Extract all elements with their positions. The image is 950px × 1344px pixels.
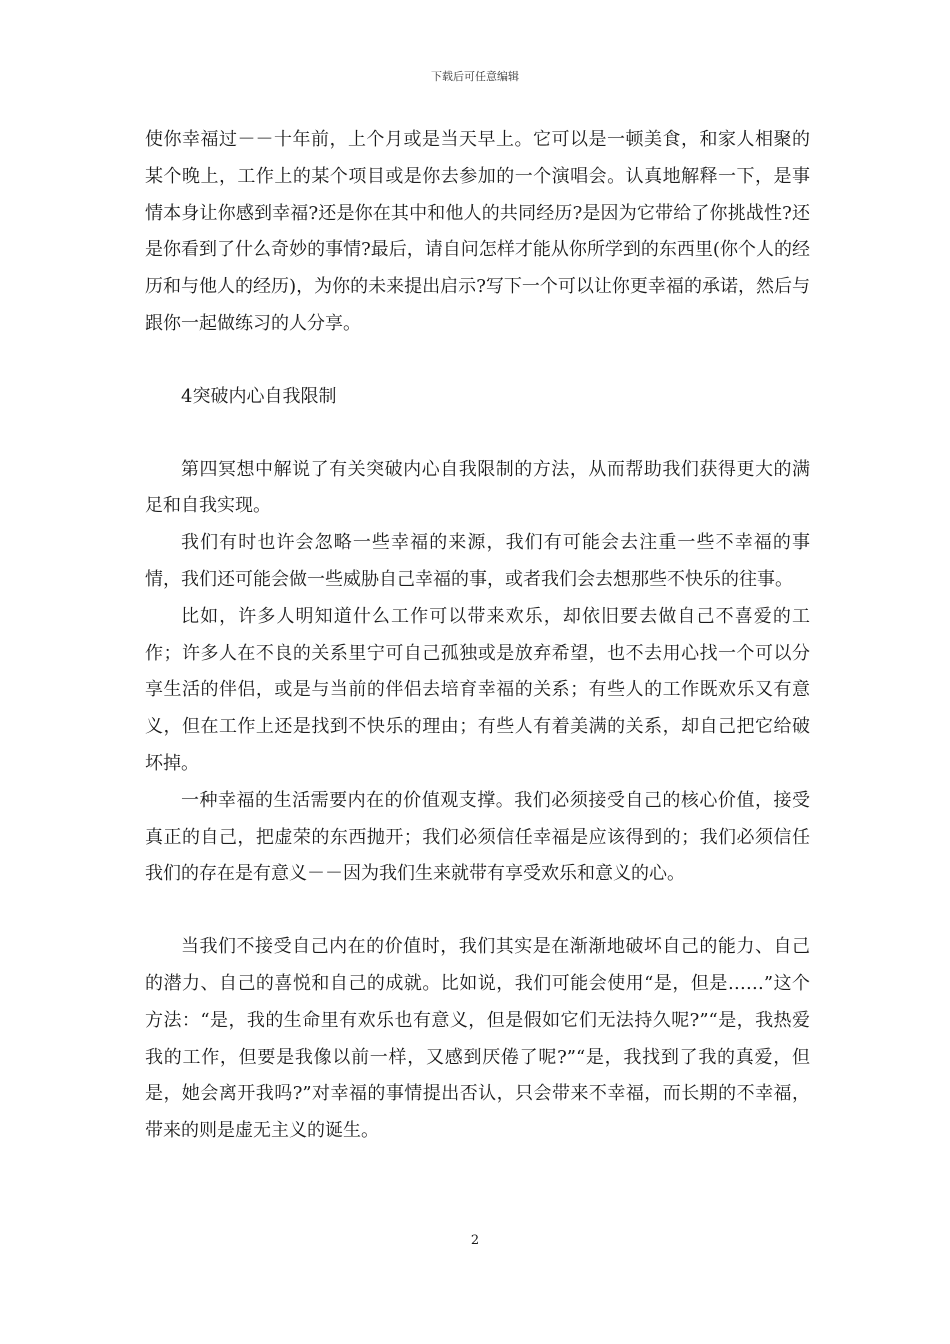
paragraph: 我们有时也许会忽略一些幸福的来源，我们有可能会去注重一些不幸福的事情，我们还可能会做一些威胁自己幸福的事，或者我们会去想那些不快乐的往事。	[145, 532, 810, 590]
paragraph-continued: 使你幸福过－－十年前，上个月或是当天早上。它可以是一顿美食，和家人相聚的某个晚上，工作上的某个项目或是你去参加的一个演唱会。认真地解释一下，是事情本身让你感到幸福?还是你在其中和他人的共同经历?是因为它带给了你挑战性?还是你看到了什么奇妙的事情?最后，请自问怎样才能从你所学到的东西里(你个人的经历和与他人的经历)，为你的未来提出启示?写下一个可以让你更幸福的承诺，然后与跟你一起做练习的人分享。	[145, 129, 810, 334]
page-number: 2	[470, 1233, 480, 1248]
section-heading: 4突破内心自我限制	[181, 385, 337, 407]
page-header: 下载后可任意编辑	[431, 70, 519, 83]
paragraph: 第四冥想中解说了有关突破内心自我限制的方法，从而帮助我们获得更大的满足和自我实现。	[145, 458, 810, 517]
paragraph: 一种幸福的生活需要内在的价值观支撑。我们必须接受自己的核心价值，接受真正的自己，把虚荣的东西抛开；我们必须信任幸福是应该得到的；我们必须信任我们的存在是有意义－－因为我们生来就带有享受欢乐和意义的心。	[145, 789, 810, 885]
paragraph: 当我们不接受自己内在的价值时，我们其实是在渐渐地破坏自己的能力、自己的潜力、自己的喜悦和自己的成就。比如说，我们可能会使用“是，但是……”这个方法：“是，我的生命里有欢乐也有意义，但是假如它们无法持久呢?”“是，我热爱我的工作，但要是我像以前一样，又感到厌倦了呢?”“是，我找到了我的真爱，但是，她会离开我吗?”对幸福的事情提出否认，只会带来不幸福，而长期的不幸福，带来的则是虚无主义的诞生。	[145, 936, 810, 1142]
body-text	[145, 122, 810, 1150]
paragraph: 比如，许多人明知道什么工作可以带来欢乐，却依旧要去做自己不喜爱的工作；许多人在不良的关系里宁可自己孤独或是放弃希望，也不去用心找一个可以分享生活的伴侣，或是与当前的伴侣去培育幸福的关系；有些人的工作既欢乐又有意义，但在工作上还是找到不快乐的理由；有些人有着美满的关系，却自己把它给破坏掉。	[145, 605, 810, 774]
